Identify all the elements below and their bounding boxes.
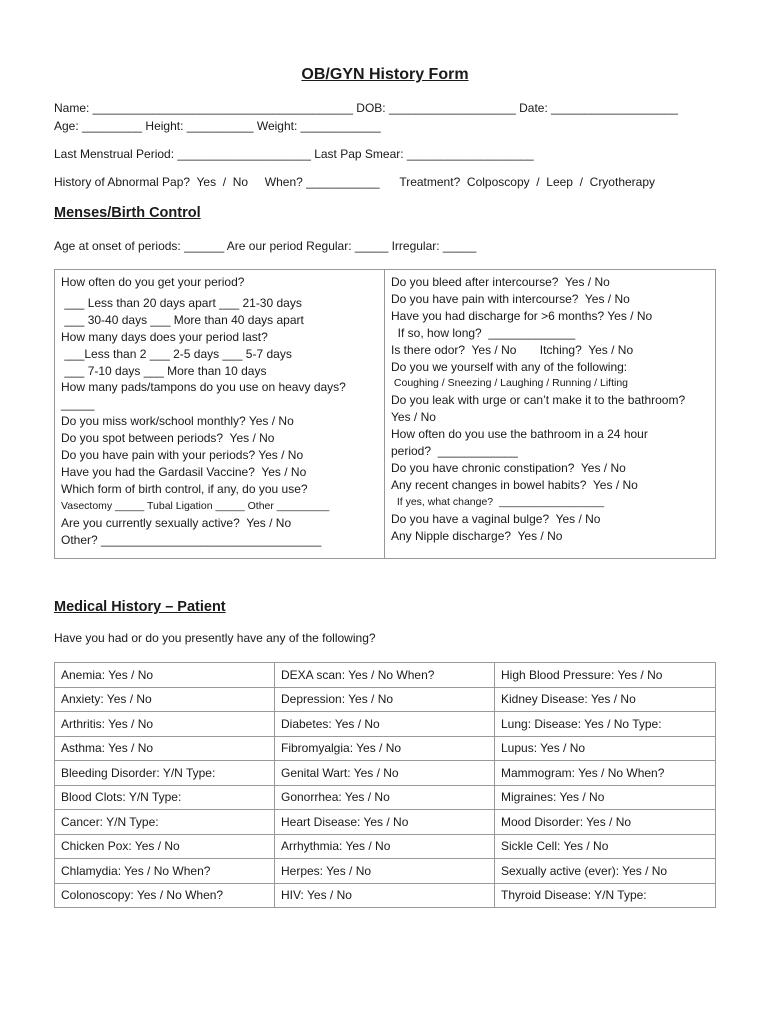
question: ___ 7-10 days ___ More than 10 days [61,363,267,378]
medical-history-intro: Have you had or do you presently have any of the following? [54,631,376,645]
table-cell: Chicken Pox: Yes / No [55,834,275,859]
table-cell: Kidney Disease: Yes / No [495,687,716,712]
table-cell: Anxiety: Yes / No [55,687,275,712]
abnormal-pap-line: History of Abnormal Pap? Yes / No When? ___________ Treatment? Colposcopy / Leep / Cryotherapy [54,175,656,189]
table-cell: Anemia: Yes / No [55,663,275,688]
question: How many pads/tampons do you use on heavy days? [61,380,346,395]
table-cell: Depression: Yes / No [275,687,495,712]
question: ___ 30-40 days ___ More than 40 days apart [61,312,304,327]
table-row [55,687,716,712]
question: Other? _________________________________ [61,532,322,547]
question: Do you bleed after intercourse? Yes / No [391,275,610,289]
question: Do you miss work/school monthly? Yes / No [61,414,294,429]
table-cell: Bleeding Disorder: Y/N Type: [55,761,275,786]
question: How often do you get your period? [61,275,245,289]
question: Have you had the Gardasil Vaccine? Yes / No [61,464,307,479]
question: Have you had discharge for >6 months? Yes / No [391,308,653,323]
question: ___ Less than 20 days apart ___ 21-30 days [61,295,302,310]
table-cell: Arrhythmia: Yes / No [275,834,495,859]
table-row [55,785,716,810]
name-dob-date-line: Name: _______________________________________ DOB: ___________________ Date: ___________________ [54,101,678,115]
table-row [55,736,716,761]
question: How often do you use the bathroom in a 24 hour [391,427,648,442]
question: period? ____________ [391,444,518,459]
table-row [55,810,716,835]
question: How many days does your period last? [61,329,268,344]
question: _____ [61,397,95,412]
table-cell: Gonorrhea: Yes / No [275,785,495,810]
table-cell: Migraines: Yes / No [495,785,716,810]
table-cell: Thyroid Disease: Y/N Type: [495,883,716,908]
age-height-weight-line: Age: _________ Height: __________ Weight: ____________ [54,119,381,133]
table-row [55,834,716,859]
table-cell: Lupus: Yes / No [495,736,716,761]
question: Do you spot between periods? Yes / No [61,431,275,446]
question: Do you have pain with intercourse? Yes / No [391,291,630,306]
table-cell: Arthritis: Yes / No [55,712,275,737]
table-cell: Mammogram: Yes / No When? [495,761,716,786]
form-title: OB/GYN History Form [301,66,469,83]
question: Do you have a vaginal bulge? Yes / No [391,511,601,526]
table-cell: Sickle Cell: Yes / No [495,834,716,859]
table-cell: Herpes: Yes / No [275,859,495,884]
table-cell: HIV: Yes / No [275,883,495,908]
question: Do you we yourself with any of the following: [391,359,628,374]
menses-questions-box [54,269,716,559]
question: Any recent changes in bowel habits? Yes / No [391,477,638,492]
question: Is there odor? Yes / No Itching? Yes / No [391,342,634,357]
menses-section-heading: Menses/Birth Control [54,205,201,221]
question: If yes, what change? __________________ [391,495,605,508]
menstrual-pap-line: Last Menstrual Period: ____________________ Last Pap Smear: ___________________ [54,147,534,161]
table-cell: Mood Disorder: Yes / No [495,810,716,835]
question: Do you have pain with your periods? Yes / No [61,448,304,463]
question: Are you currently sexually active? Yes / No [61,515,292,530]
table-cell: Asthma: Yes / No [55,736,275,761]
table-row [55,883,716,908]
medical-history-heading: Medical History – Patient [54,599,226,615]
table-cell: Lung: Disease: Yes / No Type: [495,712,716,737]
table-cell: Genital Wart: Yes / No [275,761,495,786]
table-cell: Heart Disease: Yes / No [275,810,495,835]
table-row [55,712,716,737]
table-cell: Colonoscopy: Yes / No When? [55,883,275,908]
table-cell: Blood Clots: Y/N Type: [55,785,275,810]
question: If so, how long? _____________ [391,325,576,340]
menses-left-column [55,270,385,558]
medical-history-table [54,662,716,908]
table-cell: Diabetes: Yes / No [275,712,495,737]
question: Yes / No [391,410,436,425]
table-cell: High Blood Pressure: Yes / No [495,663,716,688]
question: Coughing / Sneezing / Laughing / Running / Lifting [391,377,629,390]
question: ___Less than 2 ___ 2-5 days ___ 5-7 days [61,346,292,361]
onset-line: Age at onset of periods: ______ Are our period Regular: _____ Irregular: _____ [54,239,477,253]
question: Vasectomy _____ Tubal Ligation _____ Other _________ [61,499,330,512]
table-cell: Sexually active (ever): Yes / No [495,859,716,884]
menses-right-column [385,270,715,558]
table-row [55,859,716,884]
question: Which form of birth control, if any, do you use? [61,481,308,496]
question: Do you have chronic constipation? Yes / No [391,460,626,475]
table-row [55,663,716,688]
table-cell: Fibromyalgia: Yes / No [275,736,495,761]
table-cell: DEXA scan: Yes / No When? [275,663,495,688]
question: Any Nipple discharge? Yes / No [391,528,563,543]
question: Do you leak with urge or can’t make it to the bathroom? [391,393,686,408]
table-row [55,761,716,786]
table-cell: Cancer: Y/N Type: [55,810,275,835]
table-cell: Chlamydia: Yes / No When? [55,859,275,884]
